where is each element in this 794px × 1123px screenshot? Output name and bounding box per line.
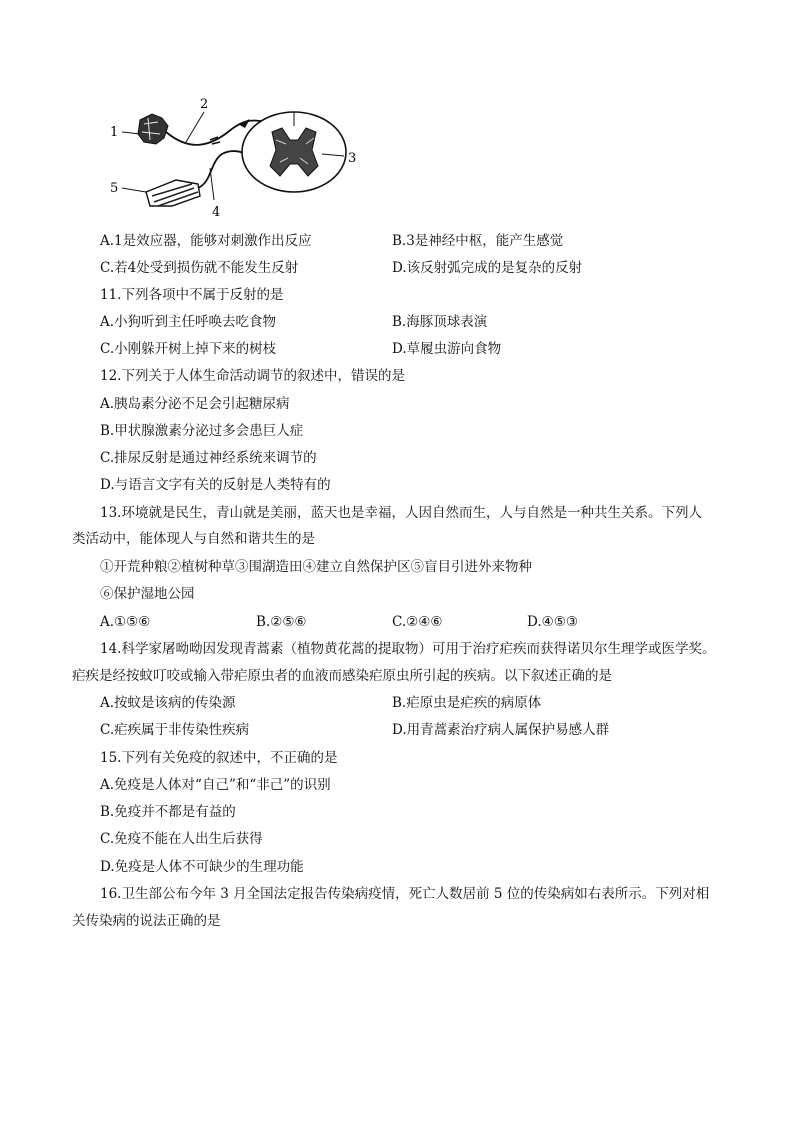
q10-option-d: D.该反射弧完成的是复杂的反射 (392, 260, 583, 276)
q15-option-a: A.免疫是人体对“自己”和“非己”的识别 (100, 777, 331, 793)
q14-option-c: C.疟疾属于非传染性疾病 (100, 722, 250, 738)
q12-option-d: D.与语言文字有关的反射是人类特有的 (100, 477, 331, 493)
receptor-shape (138, 114, 168, 144)
q14-option-d: D.用青蒿素治疗病人属保护易感人群 (392, 722, 610, 738)
reflex-arc-diagram (100, 92, 370, 222)
q11-option-b: B.海豚顶球表演 (392, 314, 488, 330)
label-1: 1 (110, 125, 119, 140)
label-2: 2 (200, 97, 209, 112)
q13-option-c: C.②④⑥ (392, 614, 443, 630)
q11-stem: 11.下列各项中不属于反射的是 (100, 287, 284, 303)
q14-option-a: A.按蚊是该病的传染源 (100, 695, 236, 711)
q15-option-d: D.免疫是人体不可缺少的生理功能 (100, 859, 304, 875)
label-5: 5 (110, 181, 119, 196)
q13-option-a: A.①⑤⑥ (100, 614, 151, 630)
q10-option-a: A.1是效应器，能够对刺激作出反应 (100, 233, 312, 249)
q13-stem-line2: 类活动中，能体现人与自然和谐共生的是 (72, 531, 315, 547)
q12-option-b: B.甲状腺激素分泌过多会患巨人症 (100, 423, 304, 439)
q11-option-d: D.草履虫游向食物 (392, 341, 502, 357)
q12-stem: 12.下列关于人体生命活动调节的叙述中，错误的是 (100, 368, 405, 384)
q12-option-c: C.排尿反射是通过神经系统来调节的 (100, 450, 317, 466)
q12-option-a: A.胰岛素分泌不足会引起糖尿病 (100, 396, 290, 412)
q16-stem-line2: 关传染病的说法正确的是 (72, 913, 221, 929)
q13-option-d: D.④⑤③ (527, 614, 578, 630)
q14-stem-line2: 疟疾是经按蚊叮咬或输入带疟原虫者的血液而感染疟原虫所引起的疾病。以下叙述正确的是 (72, 668, 612, 684)
q11-option-a: A.小狗听到主任呼唤去吃食物 (100, 314, 277, 330)
q13-items-line2: ⑥保护湿地公园 (100, 586, 195, 602)
q10-option-b: B.3是神经中枢，能产生感觉 (392, 233, 564, 249)
q15-option-c: C.免疫不能在人出生后获得 (100, 831, 263, 847)
q13-items-line1: ①开荒种粮②植树种草③围湖造田④建立自然保护区⑤盲目引进外来物种 (100, 559, 532, 575)
q13-option-b: B.②⑤⑥ (256, 614, 307, 630)
q10-option-c: C.若4处受到损伤就不能发生反射 (100, 260, 299, 276)
q15-stem: 15.下列有关免疫的叙述中，不正确的是 (100, 750, 338, 766)
q13-stem-line1: 13.环境就是民生，青山就是美丽，蓝天也是幸福，人因自然而生，人与自然是一种共生关系。下列人 (100, 505, 702, 521)
q14-option-b: B.疟原虫是疟疾的病原体 (392, 695, 542, 711)
label-4: 4 (212, 205, 221, 220)
q15-option-b: B.免疫并不都是有益的 (100, 804, 236, 820)
q14-stem-line1: 14.科学家屠呦呦因发现青蒿素（植物黄花蒿的提取物）可用于治疗疟疾而获得诺贝尔生理学或医学奖。 (100, 641, 716, 657)
label-3: 3 (348, 151, 357, 166)
q11-option-c: C.小刚躲开树上掉下来的树枝 (100, 341, 277, 357)
q16-stem-line1: 16.卫生部公布今年 3 月全国法定报告传染病疫情，死亡人数居前 5 位的传染病如右表所示。下列对相 (100, 886, 710, 902)
